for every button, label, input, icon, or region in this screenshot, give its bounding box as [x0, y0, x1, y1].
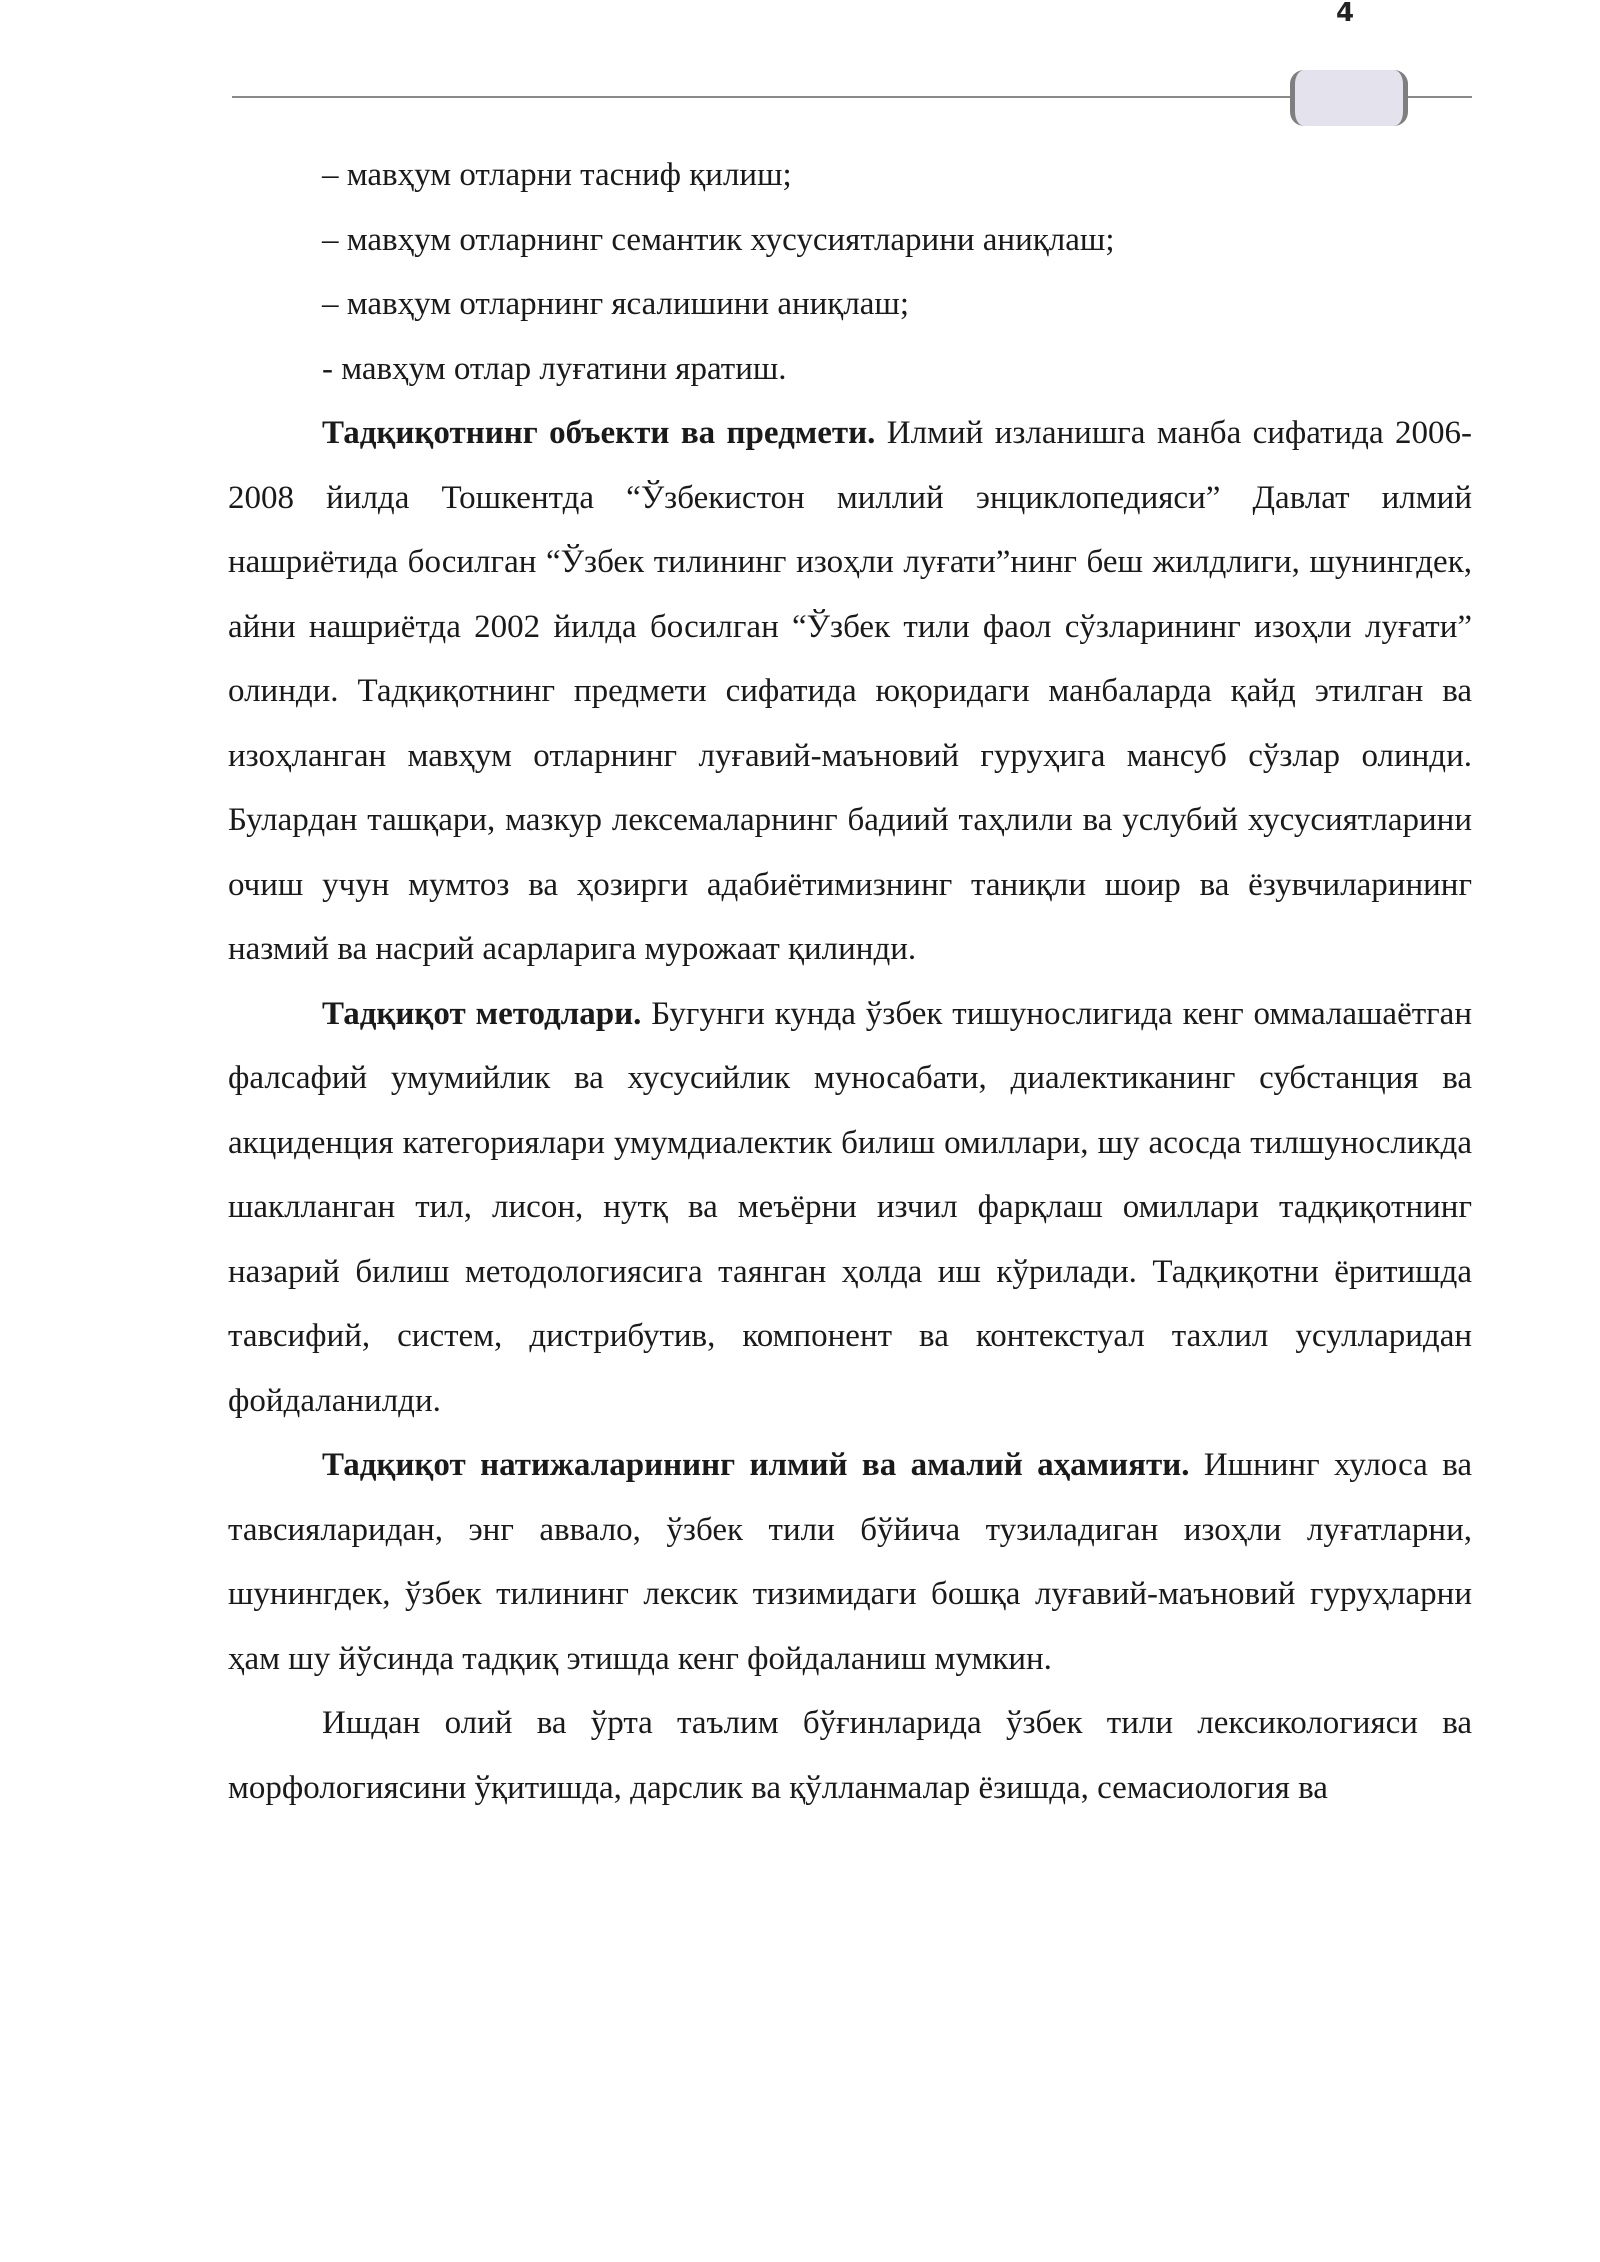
- paragraph-heading: Тадқиқот натижаларининг илмий ва амалий аҳамияти.: [322, 1447, 1190, 1483]
- list-item: – мавҳум отларнинг семантик хусусиятларини аниқлаш;: [322, 221, 1115, 258]
- paragraph-object-subject: [228, 401, 1472, 982]
- page-body: [228, 143, 1472, 1820]
- list-item: – мавҳум отларнинг ясалишини аниқлаш;: [322, 286, 910, 322]
- list-item: – мавҳум отларни тасниф қилиш;: [322, 157, 792, 193]
- paragraph-methods: [228, 982, 1472, 1434]
- paragraph-significance: [228, 1433, 1472, 1691]
- paragraph-text: Ишнинг хулоса ва тавсияларидан, энг аввало, ўзбек тили бўйича тузиладиган изоҳли луғатларни, шунингдек, ўзбек тилининг лексик тизимидаги бошқа луғавий-маъновий гуруҳларни ҳам шу йўсинда тадқиқ этишда кенг фойдаланиш мумкин.: [228, 1447, 1472, 1677]
- header-tab-decoration: [1290, 70, 1408, 126]
- paragraph-heading: Тадқиқот методлари.: [322, 995, 642, 1032]
- paragraph-text: Ишдан олий ва ўрта таълим бўғинларида ўзбек тили лексикологияси ва морфологиясини ўқитишда, дарслик ва қўлланмалар ёзишда, семасиология ва: [228, 1705, 1472, 1806]
- paragraph-heading: Тадқиқотнинг объекти ва предмети.: [322, 415, 876, 451]
- paragraph-text: Бугунги кунда ўзбек тишунослигида кенг оммалашаётган фалсафий умумийлик ва хусусийлик муносабати, диалектиканинг субстанция ва акциденция категориялари умумдиалектик билиш омиллари, шу асосда тилшуносликда шаклланган тил, лисон, нутқ ва меъёрни изчил фарқлаш омиллари тадқиқотнинг назарий билиш методологиясига таянган ҳолда иш кўрилади. Тадқиқотни ёритишда тавсифий, систем, дистрибутив, компонент ва контекстуал тахлил усулларидан фойдаланилди.: [228, 995, 1472, 1419]
- header-divider: [232, 96, 1472, 98]
- page-number: 4: [1336, 0, 1355, 28]
- paragraph-application: [228, 1691, 1472, 1820]
- list-item: - мавҳум отлар луғатини яратиш.: [322, 350, 787, 387]
- paragraph-text: Илмий изланишга манба сифатида 2006-2008 йилда Тошкентда “Ўзбекистон миллий энциклопедияси” Давлат илмий нашриётида босилган “Ўзбек тилининг изоҳли луғати”нинг беш жилдлиги, шунингдек, айни нашриётда 2002 йилда босилган “Ўзбек тили фаол сўзларининг изоҳли луғати” олинди. Тадқиқотнинг предмети сифатида юқоридаги манбаларда қайд этилган ва изоҳланган мавҳум отларнинг луғавий-маъновий гуруҳига мансуб сўзлар олинди. Булардан ташқари, мазкур лексемаларнинг бадиий таҳлили ва услубий хусусиятларини очиш учун мумтоз ва ҳозирги адабиётимизнинг таниқли шоир ва ёзувчиларининг назмий ва насрий асарларига мурожаат қилинди.: [228, 415, 1472, 967]
